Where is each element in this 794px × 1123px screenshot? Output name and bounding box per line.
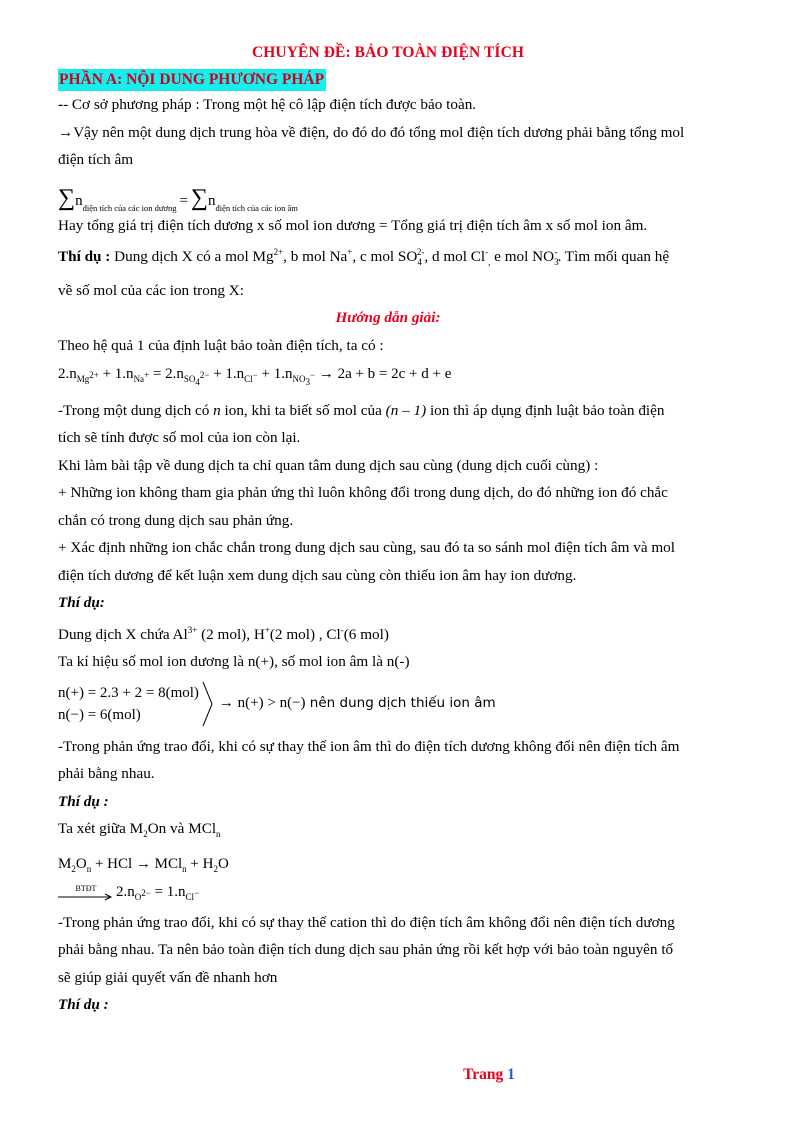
paragraph-plus-2-line2: điện tích dương để kết luận xem dung dịch sau cùng còn thiếu ion âm hay ion dương. [58,566,577,584]
paragraph-cation-swap-line3: sẽ giúp giải quyết vấn đề nhanh hơn [58,968,278,986]
guide-heading: Hướng dẫn giải: [335,309,441,327]
paragraph-basis: -- Cơ sở phương pháp : Trong một hệ cô lập điện tích được bảo toàn. [58,96,477,113]
example-4-label: Thí dụ : [58,996,109,1014]
paragraph-statement: Hay tổng giá trị điện tích dương x số mol ion dương = Tổng giá trị điện tích âm x số mol ion âm. [58,216,648,234]
example-3-text: Ta xét giữa $M_2On$ và MCl$_n$ [58,820,221,840]
paragraph-cation-swap-line1: -Trong phản ứng trao đổi, khi có sự thay thế cation thì do điện tích âm không đổi nên điện tích dương [58,913,675,931]
paragraph-notation: Ta kí hiệu số mol ion dương là n(+), số mol ion âm là n(-) [58,653,410,671]
page-footer [0,1066,794,1084]
paragraph-plus-2-line1: + Xác định những ion chắc chắn trong dung dịch sau cùng, sau đó ta so sánh mol điện tích âm và mol [58,539,675,557]
example-2-label: Thí dụ: [58,594,105,612]
paragraph-plus-1-line2: chắn có trong dung dịch sau phản ứng. [58,511,294,529]
sum-formula: ∑ n điện tích của các ion dương = ∑ n điện tích của các ion âm [58,184,298,213]
paragraph-conclusion-line2: điện tích âm [58,151,134,168]
footer-label: Trang [463,1066,508,1083]
example-1-line2: về số mol của các ion trong X: [58,281,244,299]
paragraph-cation-swap-line2: phải bằng nhau. Ta nên bảo toàn điện tích dung dịch sau phản ứng rồi kết hợp với bảo toàn nguyên tố [58,941,674,959]
reaction-equation: $M_2O_n$ + HCl → $MCl_n + H_2O$ [58,855,229,874]
section-a-heading: PHẦN A: NỘI DUNG PHƯƠNG PHÁP [58,69,718,91]
paragraph-n-ions-line2: tích sẽ tính được số mol của ion còn lại. [58,429,301,447]
example-3-label: Thí dụ : [58,792,109,810]
btdt-equation: BTĐT $2.n_{O^{2-}} = 1.n_{Cl^-}$ [58,880,718,909]
paragraph-anion-swap-line1: -Trong phản ứng trao đổi, khi có sự thay thế ion âm thì do điện tích dương không đổi nên điện tích âm [58,737,680,755]
document-page [58,44,718,1019]
paragraph-n-ions-line1: -Trong một dung dịch có n ion, khi ta biết số mol của (n – 1) ion thì áp dụng định luật bảo toàn điện [58,401,665,419]
example-2-text: Dung dịch X chứa $Al^{3+}$ (2 mol), H+(2 mol) , Cl-(6 mol) [58,624,389,643]
paragraph-anion-swap-line2: phải bằng nhau. [58,765,155,783]
equation-charge-balance: $2.n_{Mg^{2+}} + 1.n_{Na^+} = 2.n_{SO_4^{2-}} + 1.n_{Cl^-} + 1.n_{NO_3^-} \to 2a + b = 2c + d + e$ [58,366,452,387]
paragraph-final-solution: Khi làm bài tập về dung dịch ta chỉ quan tâm dung dịch sau cùng (dung dịch cuối cùng) : [58,456,599,474]
right-arrow-icon [58,893,114,901]
paragraph-corollary: Theo hệ quả 1 của định luật bảo toàn điện tích, ta có : [58,336,384,354]
paragraph-conclusion-line1: →Vậy nên một dung dịch trung hòa về điện, do đó do đó tổng mol điện tích dương phải bằng tổng mol [58,123,685,141]
page-title: CHUYÊN ĐỀ: BẢO TOÀN ĐIỆN TÍCH [251,44,525,61]
paragraph-plus-1-line1: + Những ion không tham gia phản ứng thì luôn không đổi trong dung dịch, do đó những ion đó chắc [58,484,668,502]
example-1: Thí dụ : Dung dịch X có a mol $Mg^{2+}$, b mol Na+, c mol $SO_4^{2-}$, d mol $Cl^-_,$ e mol $NO_3^-$. Tìm mối quan hệ [58,247,670,268]
n-positive-line: n(+) = 2.3 + 2 = 8(mol) [58,684,199,701]
n-negative-line: n(−) = 6(mol) [58,706,141,723]
comparison-conclusion: → n(+) > n(−) nên dung dịch thiếu ion âm [218,695,496,712]
angle-bracket-icon [201,681,215,727]
charge-comparison [58,681,718,727]
page-number: 1 [507,1066,515,1083]
